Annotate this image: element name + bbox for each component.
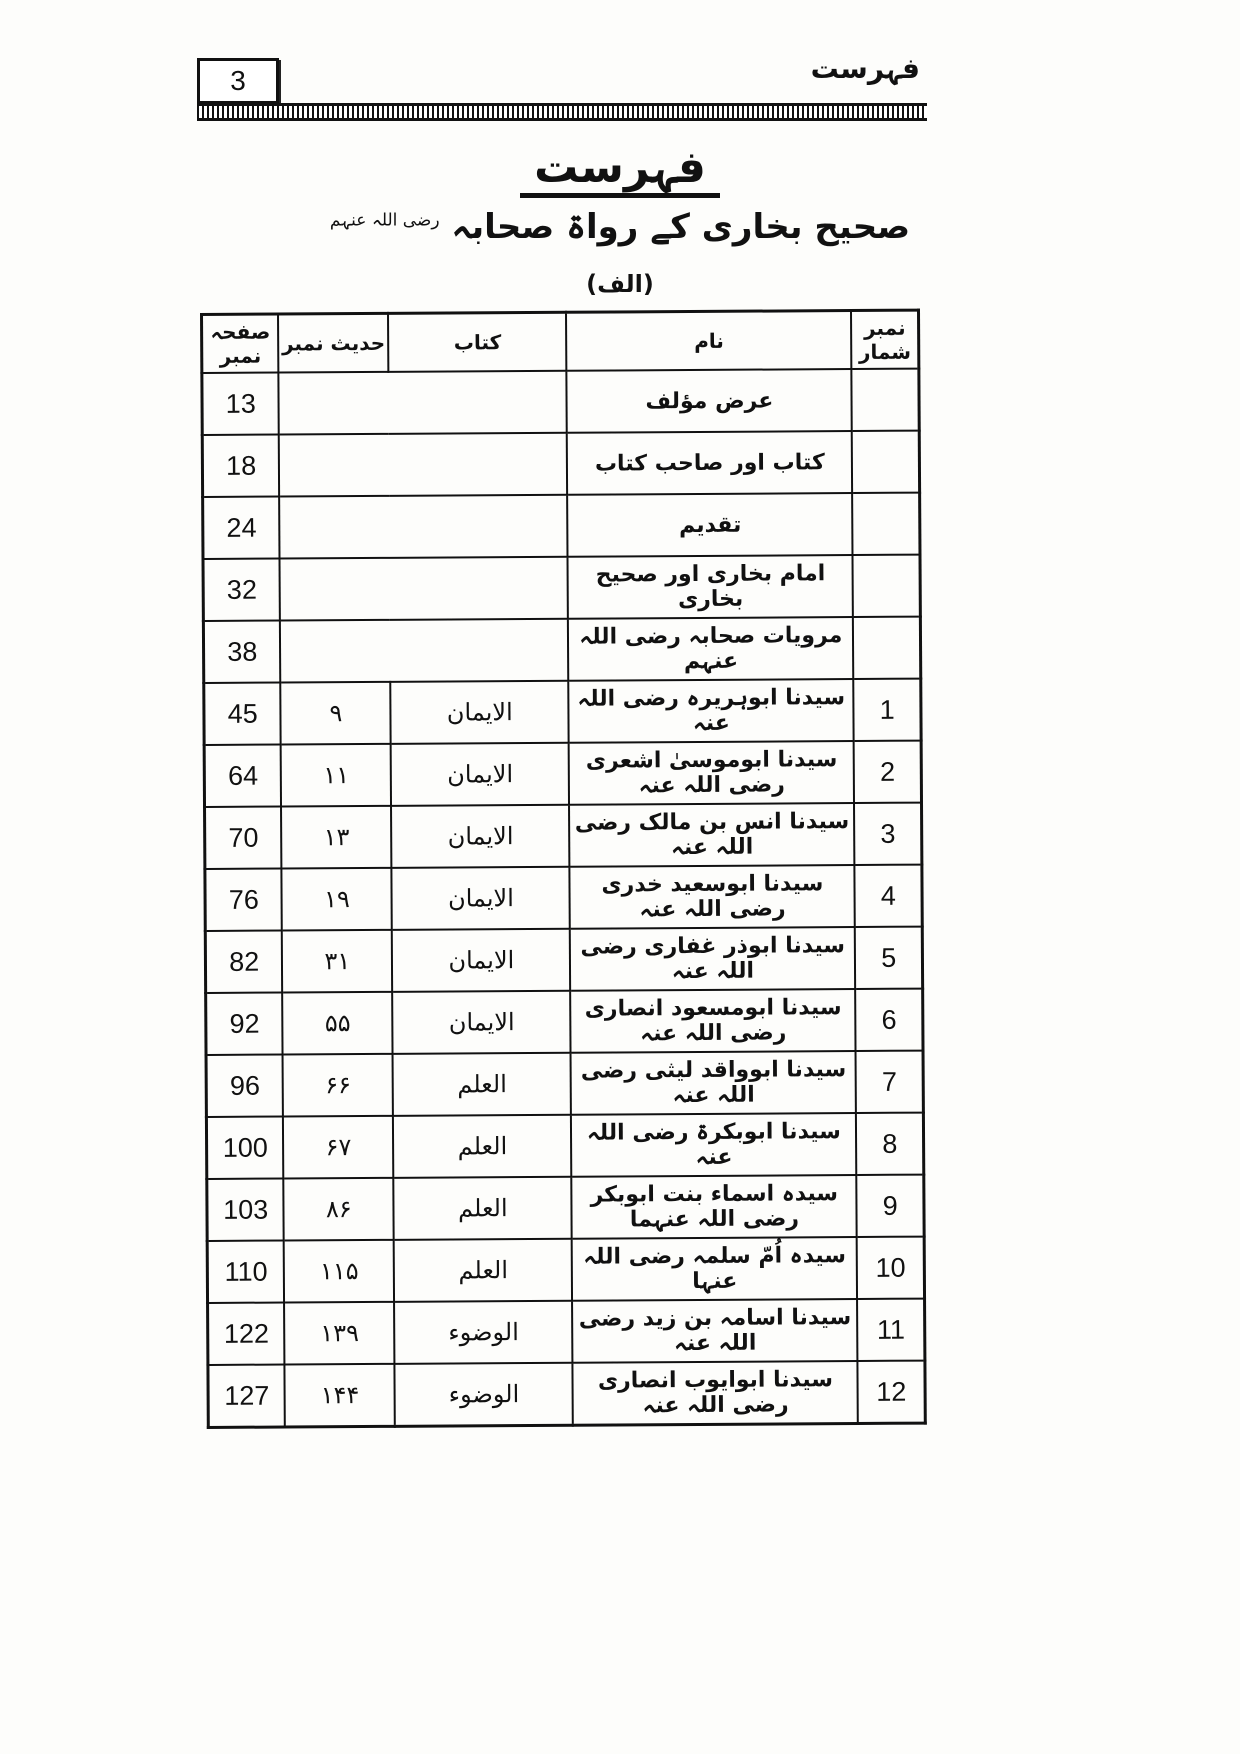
cell-serial: 8 [856, 1113, 923, 1175]
section-label: (الف) [586, 270, 654, 298]
cell-book: الایمان [392, 867, 570, 930]
cell-hadith: ۱۱ [281, 744, 391, 807]
cell-book: الایمان [391, 743, 569, 806]
cell-hadith: ۱۳ [281, 806, 391, 869]
table-row [208, 1361, 925, 1428]
running-head: فہرست [810, 52, 920, 85]
cell-hadith: ۶۶ [283, 1054, 393, 1117]
cell-name: کتاب اور صاحب کتاب [567, 431, 852, 495]
table-row-intro [202, 431, 919, 497]
cell-serial: 7 [856, 1051, 923, 1113]
cell-hadith: ۱۴۴ [285, 1364, 395, 1427]
cell-page: 96 [206, 1055, 283, 1117]
cell-page: 38 [203, 621, 280, 683]
subtitle-text: صحیح بخاری کے رواۃ صحابہ [451, 207, 911, 247]
cell-page: 103 [207, 1179, 284, 1241]
page-number: 3 [230, 65, 246, 96]
cell-name: سیدنا ابوبکرۃ رضی اللہ عنہ [571, 1113, 856, 1177]
column-header-book: کتاب [388, 312, 566, 372]
table-row [204, 679, 921, 745]
cell-serial-empty [853, 555, 920, 617]
cell-serial: 4 [855, 865, 922, 927]
cell-hadith: ۱۳۹ [284, 1302, 394, 1365]
cell-page: 122 [208, 1303, 285, 1365]
cell-book: العلم [393, 1115, 571, 1178]
cell-page: 70 [205, 807, 282, 869]
cell-serial: 2 [854, 741, 921, 803]
cell-name: عرض مؤلف [567, 369, 852, 433]
cell-name: امام بخاری اور صحیح بخاری [568, 555, 853, 619]
table-header-row [202, 310, 919, 373]
cell-serial-empty [852, 431, 919, 493]
cell-book: العلم [394, 1239, 572, 1302]
cell-name: سیدنا ابوواقد لیثی رضی اللہ عنہ [571, 1051, 856, 1115]
subtitle-honorific: رضی اللہ عنہم [329, 210, 440, 231]
cell-hadith: ۱۹ [282, 868, 392, 931]
cell-serial: 3 [854, 803, 921, 865]
cell-name: سیدنا اسامہ بن زید رضی اللہ عنہ [572, 1299, 857, 1363]
cell-book: الایمان [391, 805, 569, 868]
cell-book: العلم [394, 1177, 572, 1240]
cell-name: سیدنا ابوذر غفاری رضی اللہ عنہ [570, 927, 855, 991]
table-row [206, 1051, 923, 1117]
cell-name: سیدنا ابوایوب انصاری رضی اللہ عنہ [573, 1361, 858, 1425]
contents-table [200, 309, 927, 1429]
cell-page: 32 [203, 559, 280, 621]
table-row [206, 989, 923, 1055]
cell-name: سیدنا ابوسعید خدری رضی اللہ عنہ [570, 865, 855, 929]
page-title-text: فہرست [520, 142, 720, 198]
column-header-name: نام [566, 311, 851, 371]
cell-empty [280, 619, 568, 683]
table-row [205, 865, 922, 931]
cell-empty [279, 371, 567, 435]
cell-hadith: ۵۵ [283, 992, 393, 1055]
cell-page: 24 [203, 497, 280, 559]
table-row-intro [203, 617, 920, 683]
table-row-intro [203, 555, 920, 621]
cell-page: 100 [206, 1117, 283, 1179]
cell-page: 110 [207, 1241, 284, 1303]
cell-serial: 5 [855, 927, 922, 989]
cell-hadith: ۳۱ [282, 930, 392, 993]
cell-serial: 1 [854, 679, 921, 741]
cell-name: مرویات صحابہ رضی اللہ عنہم [568, 617, 853, 681]
cell-page: 127 [208, 1365, 285, 1428]
cell-book: الایمان [392, 929, 570, 992]
cell-hadith: ۹ [281, 682, 391, 745]
cell-serial: 12 [858, 1361, 925, 1424]
cell-serial-empty [852, 369, 919, 431]
table-row-intro [202, 369, 919, 435]
cell-empty [279, 433, 567, 497]
page-number-box [197, 58, 279, 104]
table-row [207, 1237, 924, 1303]
cell-serial-empty [853, 617, 920, 679]
cell-hadith: ۸۶ [284, 1178, 394, 1241]
cell-name: سیدہ اسماء بنت ابوبکر رضی اللہ عنہما [572, 1175, 857, 1239]
cell-name: سیدنا ابومسعود انصاری رضی اللہ عنہ [570, 989, 855, 1053]
cell-page: 13 [202, 373, 279, 435]
cell-page: 92 [206, 993, 283, 1055]
cell-book: الوضوء [395, 1363, 573, 1427]
table-row [206, 1113, 923, 1179]
cell-hadith: ۱۱۵ [284, 1240, 394, 1303]
cell-serial: 10 [857, 1237, 924, 1299]
cell-page: 18 [202, 435, 279, 497]
page-title [0, 142, 1240, 193]
cell-book: الایمان [393, 991, 571, 1054]
page-subtitle [0, 206, 1240, 247]
table-row-intro [203, 493, 920, 559]
column-header-page: صفحہ نمبر [202, 314, 279, 373]
table-row [205, 927, 922, 993]
cell-book: العلم [393, 1053, 571, 1116]
cell-serial-empty [853, 493, 920, 555]
ornamental-header-rule [197, 103, 927, 121]
cell-book: الوضوء [394, 1301, 572, 1364]
cell-empty [280, 495, 568, 559]
cell-serial: 6 [856, 989, 923, 1051]
cell-name: سیدنا ابوموسیٰ اشعری رضی اللہ عنہ [569, 741, 854, 805]
column-header-hadith: حدیث نمبر [278, 313, 388, 372]
cell-page: 45 [204, 683, 281, 745]
cell-name: تقدیم [567, 493, 852, 557]
table-row [205, 803, 922, 869]
cell-empty [280, 557, 568, 621]
cell-page: 82 [205, 931, 282, 993]
cell-page: 76 [205, 869, 282, 931]
cell-page: 64 [204, 745, 281, 807]
cell-name: سیدنا ابوہریرہ رضی اللہ عنہ [569, 679, 854, 743]
cell-serial: 11 [857, 1299, 924, 1361]
cell-book: الایمان [391, 681, 569, 744]
cell-serial: 9 [857, 1175, 924, 1237]
cell-hadith: ۶۷ [283, 1116, 393, 1179]
cell-name: سیدنا انس بن مالک رضی اللہ عنہ [569, 803, 854, 867]
column-header-serial: نمبر شمار [851, 310, 918, 369]
table-row [204, 741, 921, 807]
cell-name: سیدہ اُمّ سلمہ رضی اللہ عنہا [572, 1237, 857, 1301]
table-row [208, 1299, 925, 1365]
table-row [207, 1175, 924, 1241]
